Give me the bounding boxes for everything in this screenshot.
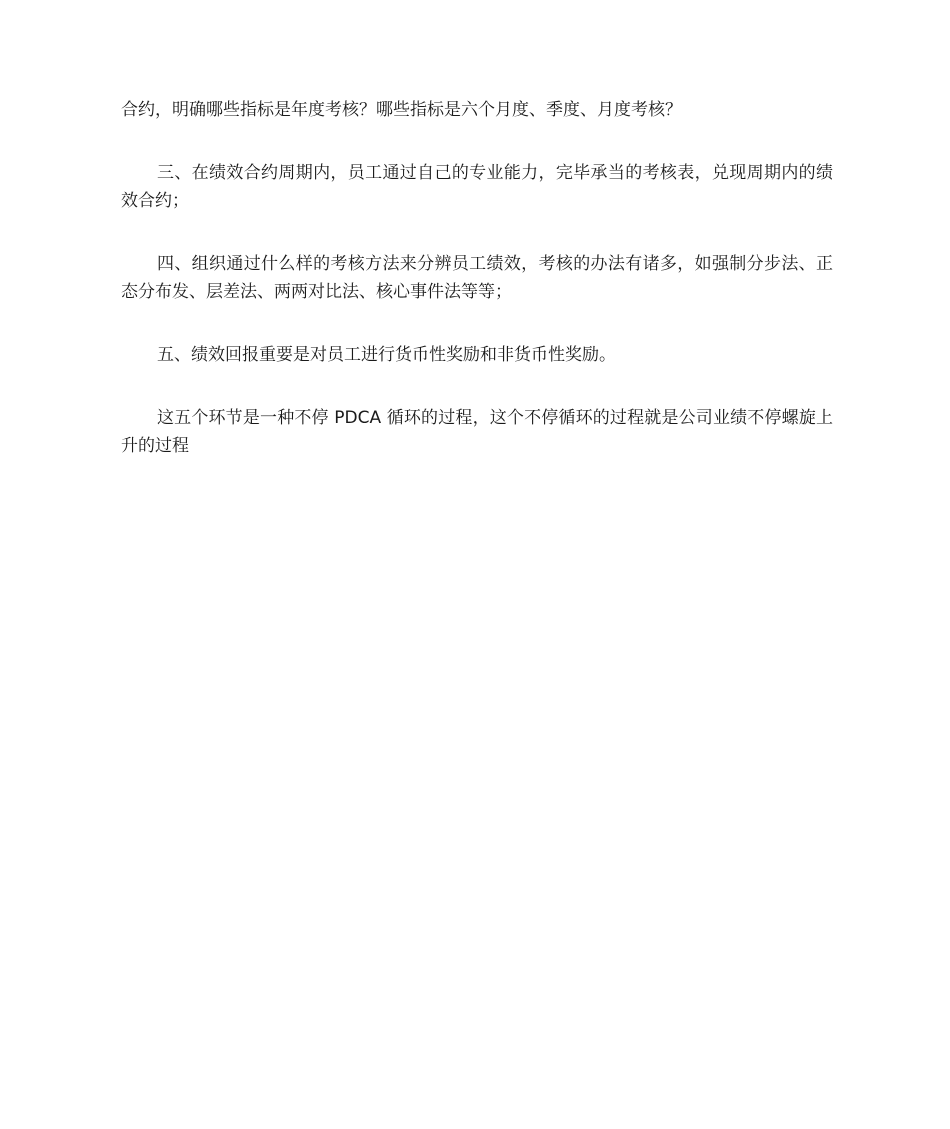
document-body (121, 96, 833, 495)
paragraph-summary: 这五个环节是一种不停 PDCA 循环的过程，这个不停循环的过程就是公司业绩不停螺旋上升的过程 (121, 408, 833, 456)
paragraph-step-three: 三、在绩效合约周期内，员工通过自己的专业能力，完毕承当的考核表，兑现周期内的绩效合约； (121, 163, 833, 211)
paragraph-step-five: 五、绩效回报重要是对员工进行货币性奖励和非货币性奖励。 (157, 345, 616, 365)
paragraph-step-four: 四、组织通过什么样的考核方法来分辨员工绩效，考核的办法有诸多，如强制分步法、正态分布发、层差法、两两对比法、核心事件法等等； (121, 254, 833, 302)
paragraph-continuation: 合约，明确哪些指标是年度考核？哪些指标是六个月度、季度、月度考核？ (121, 100, 682, 120)
